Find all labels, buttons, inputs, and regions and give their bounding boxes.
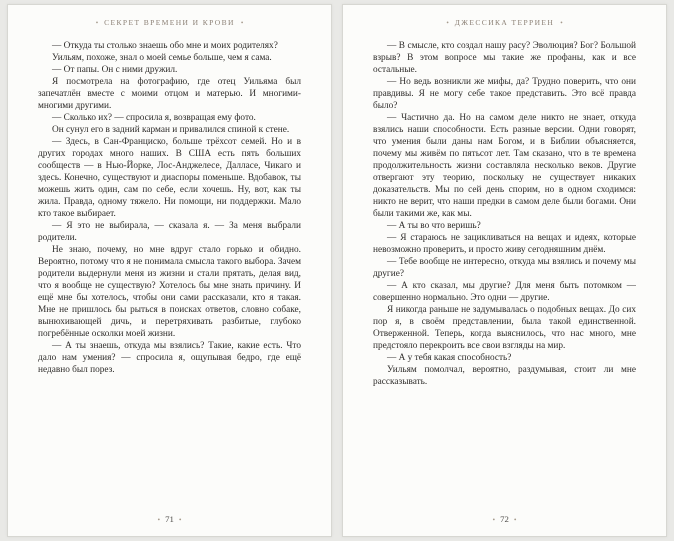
paragraph: — В смысле, кто создал нашу расу? Эволюция? Бог? Большой взрыв? В этом вопросе мы такие же профаны, как и все остальные. xyxy=(373,41,636,75)
header-bullet-icon: • xyxy=(240,19,244,27)
folio-bullet-icon: • xyxy=(492,515,496,524)
paragraph: — Сколько их? — спросила я, возвращая ему фото. xyxy=(52,113,256,123)
page-number-value: 71 xyxy=(165,514,174,524)
paragraph: — А у тебя какая способность? xyxy=(387,353,512,363)
paragraph: — От папы. Он с ними дружил. xyxy=(52,65,178,75)
folio-bullet-icon: • xyxy=(157,515,161,524)
running-header-left xyxy=(38,18,301,27)
paragraph: — Тебе вообще не интересно, откуда мы взялись и почему мы другие? xyxy=(373,257,636,279)
page-right xyxy=(342,4,667,537)
running-header-author: ДЖЕССИКА ТЕРРИЕН xyxy=(454,18,555,27)
paragraph: Уильям, похоже, знал о моей семье больше, чем я сама. xyxy=(52,53,272,63)
running-header-right xyxy=(373,18,636,27)
paragraph: — Здесь, в Сан-Франциско, больше трёхсот семей. Но и в других городах много наших. В США есть пять больших сообществ — в Нью-Йорке, Лос-Анджелесе, Далласе, Чикаго и здесь. Конечно, существуют и диаспоры поменьше. Вдобавок, ты можешь жить один, сам по себе, если хочешь. Ну, вот, как ты жила. Правда, одному тяжело. Ни помощи, ни поддержки. Мало кто такое выбирает. xyxy=(38,137,301,219)
page-number-left xyxy=(38,514,301,524)
paragraph: — А ты во что веришь? xyxy=(387,221,481,231)
paragraph: Не знаю, почему, но мне вдруг стало горько и обидно. Вероятно, потому что я не понимала смысла такого выбора. Зачем родители выдернули меня из жизни и стали прятать, делая вид, что я вообще не существую? Хотелось бы мне знать причину. И ещё мне бы хотелось, чтобы они сами рассказали, кто я такая. Мне не пришлось бы рыться в поисках ответов, словно собаке, вынюхивающей дичь, и перетряхивать разбитые, глубоко погребённые осколки моей жизни. xyxy=(38,245,301,339)
page-number-value: 72 xyxy=(500,514,509,524)
folio-bullet-icon: • xyxy=(178,515,182,524)
header-bullet-icon: • xyxy=(560,19,563,27)
paragraph: Я никогда раньше не задумывалась о подобных вещах. До сих пор я, в своём представлении, была такой единственной. Отверженной. Теперь, когда выяснилось, что нас много, мне предстояло перекроить все свои взгляды на мир. xyxy=(373,305,636,351)
folio-bullet-icon: • xyxy=(513,515,517,524)
paragraph: — Но ведь возникли же мифы, да? Трудно поверить, что они правдивы. Я не могу себе такое представить. Это всё правда было? xyxy=(373,77,636,111)
page-text-left xyxy=(38,40,301,506)
paragraph: Я посмотрела на фотографию, где отец Уильяма был запечатлён вместе с моими отцом и матерью. И многими-многими другими. xyxy=(38,77,301,111)
paragraph: — А ты знаешь, откуда мы взялись? Такие, какие есть. Что дало нам умения? — спросила я, ощупывая бедро, где ещё недавно был порез. xyxy=(38,341,301,375)
header-bullet-icon: • xyxy=(95,19,99,27)
paragraph: — Я это не выбирала, — сказала я. — За меня выбрали родители. xyxy=(38,221,301,243)
paragraph: Уильям помолчал, вероятно, раздумывая, стоит ли мне рассказывать. xyxy=(373,365,636,387)
paragraph: Он сунул его в задний карман и привалился спиной к стене. xyxy=(52,125,290,135)
paragraph: — Частично да. Но на самом деле никто не знает, откуда взялись наши способности. Есть разные версии. Одни говорят, что умения были даны нам Богом, и в Библии объясняется, почему мы живём по пятьсот лет. Там сказано, что в те времена продолжительность жизни составляла несколько веков. Другие отвергают эту теорию, поскольку не существует никаких доказательств. Мы по сей день спорим, но в одном сходимся: никто не верит, что наши предки в самом деле были богами. Они были такими же, как мы. xyxy=(373,113,636,219)
page-number-right xyxy=(373,514,636,524)
page-left xyxy=(7,4,332,537)
paragraph: — Откуда ты столько знаешь обо мне и моих родителях? xyxy=(52,41,278,51)
page-text-right xyxy=(373,40,636,506)
running-header-title: СЕКРЕТ ВРЕМЕНИ И КРОВИ xyxy=(104,18,235,27)
paragraph: — А кто сказал, мы другие? Для меня быть потомком — совершенно нормально. Это одни — другие. xyxy=(373,281,636,303)
paragraph: — Я стараюсь не зацикливаться на вещах и идеях, которые невозможно проверить, и просто живу сегодняшним днём. xyxy=(373,233,636,255)
header-bullet-icon: • xyxy=(446,19,449,27)
